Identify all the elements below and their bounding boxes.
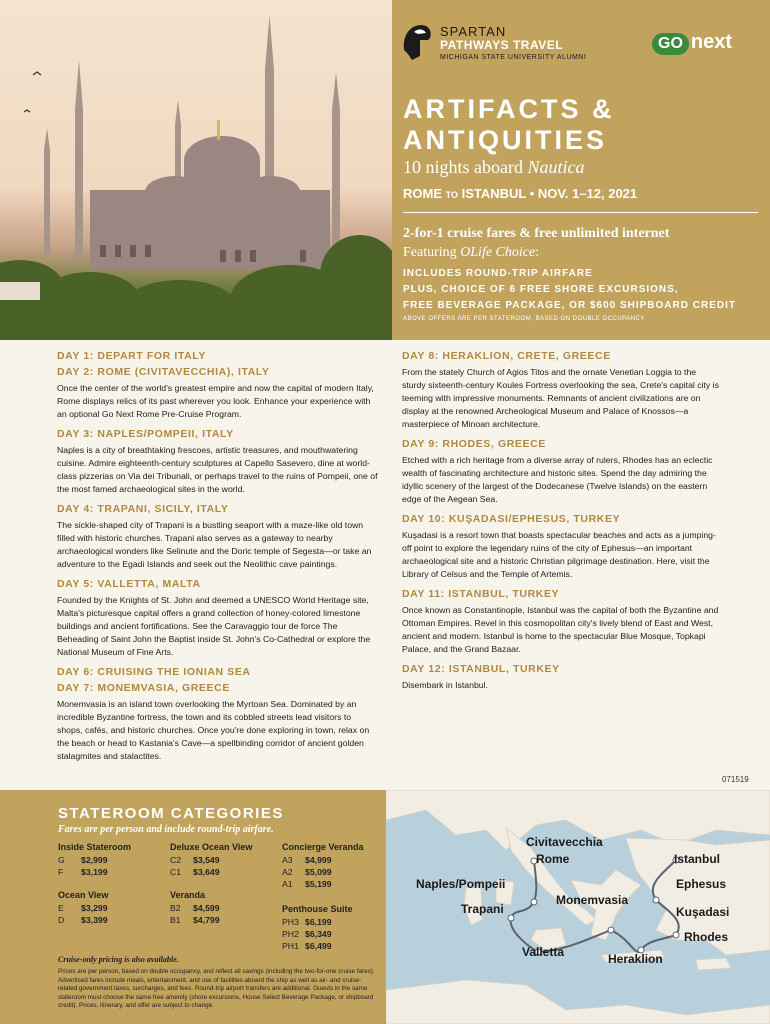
ship-name: Nautica	[527, 157, 585, 177]
day-heading: DAY 6: CRUISING THE IONIAN SEA	[57, 666, 251, 678]
stateroom-group	[282, 842, 364, 890]
day-description: Naples is a city of breathtaking frescoes, artistic treasures, and mouthwatering cuisine. Admire eighteenth-century sculptures at Capello Sasevero, dine at world-class pizzerias on Via dei Tribunali, or perhaps travel to the ruins of Pompeii, one of the most famed archaeological sites in the world.	[57, 445, 378, 494]
day-description: Disembark in Istanbul.	[402, 680, 488, 690]
fare-code: PH3	[282, 917, 299, 927]
cruise-only-note: Cruise-only pricing is also available.	[58, 955, 179, 964]
brand-name: SPARTAN	[440, 24, 507, 39]
day-description: Etched with a rich heritage from a diverse array of rulers, Rhodes has an eclectic wealth of fascinating architecture and historic sites. Spend the day admiring the idyllic scenery of the largest of the Dodecanese (Twelve Islands) on the eastern edge of the Aegean Sea.	[402, 455, 713, 504]
fare-price: $4,799	[193, 915, 220, 925]
fare-price: $5,099	[305, 867, 332, 877]
day-heading: DAY 2: ROME (CIVITAVECCHIA), ITALY	[57, 366, 270, 378]
fare-code: E	[58, 903, 64, 913]
fare-code: F	[58, 867, 64, 877]
day-description: From the stately Church of Agios Titos and the ornate Venetian Loggia to the sturdy sixteenth-century Koules Fortress overlooking the sea, Crete's capital city is teeming with impressive monuments. Remnants of ancient civilizations are on display at the renowned Archeological Museum and Palace of Knossos—a masterpiece of Minoan architecture.	[402, 367, 719, 429]
divider	[403, 212, 758, 213]
stateroom-group-name: Penthouse Suite	[282, 904, 353, 914]
dates-from: ROME	[403, 186, 446, 201]
fare-row	[170, 902, 220, 914]
go-badge: GO	[652, 33, 689, 55]
day-description: Once the center of the world's greatest empire and now the capital of modern Italy, Rome displays relics of its past wherever you look. Enhance your experience with an optional Go Next Rome Pre-Cruise Program.	[57, 383, 374, 419]
fare-row	[282, 878, 364, 890]
fare-price: $6,349	[305, 929, 332, 939]
spartan-helmet-icon	[400, 20, 434, 62]
fare-row	[58, 902, 108, 914]
port-ephesus: Ephesus	[676, 877, 727, 891]
fare-code: D	[58, 915, 65, 925]
fare-price: $3,649	[193, 867, 220, 877]
port-monemvasia: Monemvasia	[556, 893, 629, 907]
fare-row	[282, 916, 353, 928]
port-trapani: Trapani	[461, 902, 504, 916]
stateroom-title: STATEROOM CATEGORIES	[58, 805, 284, 822]
document-code: 071519	[722, 775, 749, 784]
offer-item: FREE BEVERAGE PACKAGE, OR $600 SHIPBOARD CREDIT	[403, 300, 736, 311]
day-description: Founded by the Knights of St. John and deemed a UNESCO World Heritage site, Malta's picturesque capital offers a grand collection of honey-colored limestone buildings and ancient fortifications. See the Caravaggio tour de force The Beheading of Saint John the Baptist inside St. John's Co-Cathedral or explore the National Museum of Fine Arts.	[57, 595, 371, 657]
itinerary-right	[402, 350, 722, 699]
fare-price: $5,199	[305, 879, 332, 889]
offer-list	[403, 266, 736, 314]
port-istanbul: Istanbul	[674, 852, 721, 866]
fare-row	[282, 928, 353, 940]
fare-row	[58, 866, 131, 878]
day-heading: DAY 9: RHODES, GREECE	[402, 438, 546, 450]
port-civitavecchia: Civitavecchia	[526, 835, 603, 849]
fare-row	[170, 914, 220, 926]
brand-tagline: MICHIGAN STATE UNIVERSITY ALUMNI	[440, 54, 587, 61]
stateroom-group-name: Concierge Veranda	[282, 842, 364, 852]
port-rhodes: Rhodes	[684, 930, 729, 944]
day-heading: DAY 12: ISTANBUL, TURKEY	[402, 663, 560, 675]
go-next-logo	[652, 31, 732, 55]
day-description: Once known as Constantinople, Istanbul was the capital of both the Byzantine and Ottoman Empires. Revel in this cosmopolitan city's lively blend of East and West, ancient and modern. Istanbul is home to the spectacular Blue Mosque, Topkapi Palace, and the Grand Bazaar.	[402, 605, 719, 654]
offer-item: INCLUDES ROUND-TRIP AIRFARE	[403, 268, 593, 279]
fare-price: $6,199	[305, 917, 332, 927]
day-heading: DAY 4: TRAPANI, SICILY, ITALY	[57, 503, 229, 515]
fare-code: PH1	[282, 941, 299, 951]
stateroom-group-name: Deluxe Ocean View	[170, 842, 253, 852]
day-heading: DAY 3: NAPLES/POMPEII, ITALY	[57, 428, 234, 440]
day-heading: DAY 10: KUŞADASI/EPHESUS, TURKEY	[402, 513, 621, 525]
stateroom-group-name: Inside Stateroom	[58, 842, 132, 852]
day-description: The sickle-shaped city of Trapani is a bustling seaport with a maze-like old town filled with historic churches. Trapani also serves as a gateway to nearby archaeological wonders like Selinute and the Doric temple of Segesta—or take an adventure to the Egadi Islands and seek out the Neolithic cave paintings.	[57, 520, 372, 569]
fare-row	[170, 866, 252, 878]
day-heading: DAY 1: DEPART FOR ITALY	[57, 350, 206, 362]
brand-subname: PATHWAYS TRAVEL	[440, 38, 564, 52]
day-heading: DAY 11: ISTANBUL, TURKEY	[402, 588, 560, 600]
stateroom-group	[170, 842, 252, 878]
fare-row	[58, 914, 108, 926]
fare-price: $4,999	[305, 855, 332, 865]
dates-to: TO	[445, 190, 458, 200]
title-line-1: ARTIFACTS &	[403, 94, 615, 124]
port-heraklion: Heraklion	[608, 952, 663, 966]
stateroom-group-name: Ocean View	[58, 890, 109, 900]
day-heading: DAY 7: MONEMVASIA, GREECE	[57, 682, 230, 694]
olife-choice: OLife Choice	[460, 245, 536, 260]
fare-row	[282, 854, 364, 866]
pricing-fine-print: Prices are per person, based on double occupancy, and reflect all savings (including the two-for-one cruise fares). Advertised fares include meals, entertainment, and use of facilities aboard the ship as well as air- and cruise-related government taxes, surcharges, and fees. Round-trip airport transfers are additional. Guests in the same stateroom must choose the same free amenity (shore excursions, House Select Beverage Package, or shipboard credit). Prices, itinerary, and offer are subject to change.	[58, 968, 375, 1010]
fare-code: G	[58, 855, 65, 865]
stateroom-group	[58, 890, 108, 926]
dates-rest: ISTANBUL • NOV. 1–12, 2021	[457, 186, 638, 201]
port-rome: Rome	[536, 852, 570, 866]
fare-price: $3,299	[81, 903, 108, 913]
port-naples: Naples/Pompeii	[416, 877, 506, 891]
fare-row	[170, 854, 252, 866]
stateroom-group	[170, 890, 220, 926]
fare-code: B2	[170, 903, 181, 913]
featuring-prefix: Featuring	[403, 245, 461, 260]
fare-price: $6,499	[305, 941, 332, 951]
route-map	[386, 790, 770, 1024]
fare-code: A2	[282, 867, 293, 877]
title-line-2: ANTIQUITIES	[403, 125, 608, 155]
offer-fine-print: ABOVE OFFERS ARE PER STATEROOM, BASED ON DOUBLE OCCUPANCY	[403, 316, 645, 322]
fare-code: A1	[282, 879, 293, 889]
fare-price: $2,999	[81, 855, 108, 865]
subtitle	[403, 157, 584, 178]
trip-dates	[403, 186, 637, 201]
fare-price: $3,199	[81, 867, 108, 877]
offer-item: PLUS, CHOICE OF 6 FREE SHORE EXCURSIONS,	[403, 284, 679, 295]
subtitle-prefix: 10 nights aboard	[403, 157, 528, 177]
next-word: next	[690, 31, 733, 53]
stateroom-group	[58, 842, 131, 878]
hero	[0, 0, 770, 340]
fare-price: $4,599	[193, 903, 220, 913]
fare-price: $3,399	[81, 915, 108, 925]
fare-code: B1	[170, 915, 181, 925]
fare-row	[58, 854, 131, 866]
itinerary-left	[57, 350, 379, 770]
fare-code: C2	[170, 855, 182, 865]
day-heading: DAY 8: HERAKLION, CRETE, GREECE	[402, 350, 611, 362]
stateroom-group-name: Veranda	[170, 890, 206, 900]
featuring-suffix: :	[535, 245, 540, 260]
fare-row	[282, 866, 364, 878]
fare-code: C1	[170, 867, 182, 877]
offer-featuring	[403, 245, 539, 261]
port-valletta: Valletta	[522, 945, 565, 959]
fare-code: PH2	[282, 929, 299, 939]
day-description: Kuşadasi is a resort town that boasts spectacular beaches and acts as a jumping-off point to explore the legendary ruins of the city of Ephesus—an important archaeological site and a historic Christian pilgrimage destination. Here, visit the Library of Celsus and the Temple of Artemis.	[402, 530, 716, 579]
mosque-illustration	[0, 0, 392, 340]
blue-mosque-photo	[0, 0, 392, 340]
day-heading: DAY 5: VALLETTA, MALTA	[57, 578, 201, 590]
stateroom-subtitle: Fares are per person and include round-trip airfare.	[58, 824, 274, 835]
fare-row	[282, 940, 353, 952]
stateroom-group	[282, 904, 353, 952]
fare-price: $3,549	[193, 855, 220, 865]
page-title	[403, 94, 763, 156]
offer-headline: 2-for-1 cruise fares & free unlimited internet	[403, 226, 670, 241]
fare-code: A3	[282, 855, 293, 865]
day-description: Monemvasia is an island town overlooking the Myrtoan Sea. Dominated by an incredible Byzantine fortress, the town and its cobbled streets lead visitors to shops, cafés, and historic churches. Once you're done exploring in town, relax on the beach or head to Kastania's Cave—a spellbinding corridor of ancient golden stalagmites and stalactites.	[57, 699, 370, 761]
port-kusadasi: Kuşadasi	[676, 905, 730, 919]
